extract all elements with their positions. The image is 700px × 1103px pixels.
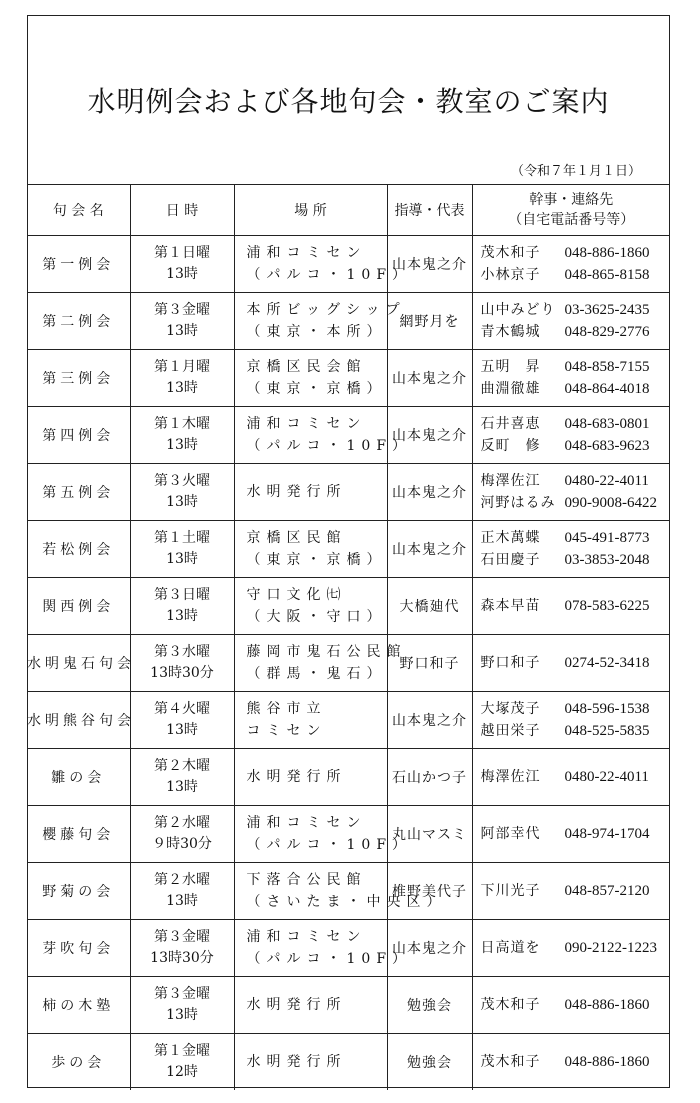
meeting-datetime	[130, 464, 234, 521]
group-name: 水明鬼石句会	[27, 635, 130, 692]
place-line1: 浦和コミセン	[246, 245, 367, 261]
meeting-datetime	[130, 806, 234, 863]
meeting-place	[234, 635, 407, 692]
contact-entry	[481, 994, 671, 1016]
place-line2: （パルコ・10F）	[246, 837, 413, 853]
issue-date: （令和７年１月１日）	[510, 164, 641, 179]
place-line1: 水明発行所	[246, 484, 347, 500]
group-name: 第五例会	[27, 464, 130, 521]
table-row	[27, 236, 670, 293]
contact-entry	[481, 299, 671, 321]
place-line1: 京橋区民館	[246, 530, 347, 546]
meeting-day: 第３金曜	[154, 929, 210, 945]
table-header-row	[27, 185, 670, 236]
contact-phone: 03-3625-2435	[564, 302, 650, 318]
contact-entry	[481, 321, 671, 343]
contact-name: 石井喜恵	[480, 416, 541, 432]
contact-entry	[481, 766, 671, 788]
contact-cell	[472, 521, 670, 578]
header-contact	[472, 185, 670, 236]
contact-name: 曲淵徹雄	[480, 381, 541, 397]
group-leader: 石山かつ子	[387, 749, 472, 806]
contact-name: 日高道を	[480, 940, 541, 956]
meeting-datetime	[130, 407, 234, 464]
meeting-datetime	[130, 920, 234, 977]
contact-entry	[481, 356, 671, 378]
contact-phone: 048-683-9623	[564, 438, 650, 454]
contact-name: 森本早苗	[480, 598, 541, 614]
header-place: 場 所	[234, 185, 387, 236]
group-name: 柿の木塾	[27, 977, 130, 1034]
contact-cell	[472, 293, 670, 350]
contact-phone: 048-829-2776	[564, 324, 650, 340]
contact-name: 大塚茂子	[480, 701, 541, 717]
place-line1: 水明発行所	[246, 1054, 347, 1070]
contact-name: 梅澤佐江	[480, 473, 541, 489]
contact-cell	[472, 464, 670, 521]
table-row	[27, 521, 670, 578]
table-row	[27, 350, 670, 407]
group-leader: 山本鬼之介	[387, 521, 472, 578]
contact-cell	[472, 578, 670, 635]
contact-phone: 0480-22-4011	[564, 473, 649, 489]
place-line1: 藤岡市鬼石公民館	[246, 644, 407, 660]
group-leader: 勉強会	[387, 1034, 472, 1091]
contact-cell	[472, 863, 670, 920]
contact-cell	[472, 692, 670, 749]
meeting-day: 第３金曜	[154, 986, 210, 1002]
place-line2: （パルコ・10F）	[246, 951, 413, 967]
place-line1: 水明発行所	[246, 997, 347, 1013]
contact-entry	[481, 652, 671, 674]
contact-phone: 090-9008-6422	[564, 495, 657, 511]
meeting-time: 13時	[166, 779, 198, 795]
contact-phone: 045-491-8773	[564, 530, 650, 546]
group-name: 関西例会	[27, 578, 130, 635]
meeting-time: ９時30分	[152, 836, 212, 852]
group-leader: 山本鬼之介	[387, 692, 472, 749]
meeting-day: 第１土曜	[154, 530, 210, 546]
group-name: 雛の会	[27, 749, 130, 806]
contact-entry	[481, 595, 671, 617]
header-datetime: 日 時	[130, 185, 234, 236]
meeting-place	[234, 578, 387, 635]
contact-entry	[481, 1051, 671, 1073]
group-name: 第一例会	[27, 236, 130, 293]
meeting-day: 第１月曜	[154, 359, 210, 375]
contact-phone: 0480-22-4011	[564, 769, 649, 785]
place-line2: （パルコ・10F）	[246, 438, 413, 454]
contact-name: 野口和子	[480, 655, 541, 671]
meeting-datetime	[130, 578, 234, 635]
meeting-time: 12時	[166, 1064, 198, 1080]
contact-entry	[481, 264, 671, 286]
contact-entry	[481, 435, 671, 457]
contact-phone: 048-683-0801	[564, 416, 650, 432]
contact-phone: 048-858-7155	[564, 359, 650, 375]
meeting-place	[234, 293, 406, 350]
place-line2: （東京・本所）	[246, 324, 387, 340]
place-line1: 熊谷市立	[246, 701, 327, 717]
meeting-time: 13時	[166, 494, 198, 510]
table-row	[27, 749, 670, 806]
place-line2: コミセン	[246, 723, 327, 739]
meeting-day: 第３火曜	[154, 473, 210, 489]
group-name: 野菊の会	[27, 863, 130, 920]
group-name: 櫻藤句会	[27, 806, 130, 863]
contact-phone: 048-886-1860	[564, 245, 650, 261]
contact-name: 小林京子	[480, 267, 541, 283]
contact-cell	[472, 350, 670, 407]
group-leader: 丸山マスミ	[387, 806, 472, 863]
contact-name: 石田慶子	[480, 552, 541, 568]
place-line2: （群馬・鬼石）	[246, 666, 387, 682]
contact-cell	[472, 1034, 670, 1091]
contact-phone: 090-2122-1223	[564, 940, 657, 956]
meeting-place	[234, 521, 387, 578]
meeting-datetime	[130, 977, 234, 1034]
meeting-time: 13時	[166, 893, 198, 909]
table-row	[27, 635, 670, 692]
group-leader: 網野月を	[387, 293, 472, 350]
place-line1: 水明発行所	[246, 769, 347, 785]
table-row	[27, 863, 670, 920]
meeting-time: 13時	[166, 437, 198, 453]
meeting-day: 第１日曜	[154, 245, 210, 261]
table-row	[27, 1034, 670, 1091]
contact-name: 茂木和子	[480, 1054, 541, 1070]
meeting-datetime	[130, 635, 234, 692]
contact-entry	[481, 492, 671, 514]
place-line1: 浦和コミセン	[246, 815, 367, 831]
contact-entry	[481, 880, 671, 902]
contact-name: 茂木和子	[480, 997, 541, 1013]
meeting-time: 13時	[166, 551, 198, 567]
contact-entry	[481, 413, 671, 435]
meeting-datetime	[130, 749, 234, 806]
meeting-time: 13時	[166, 608, 198, 624]
contact-phone: 048-886-1860	[564, 997, 650, 1013]
contact-entry	[481, 720, 671, 742]
place-line2: （東京・京橋）	[246, 381, 387, 397]
contact-name: 五明 昇	[480, 359, 541, 375]
contact-phone: 048-886-1860	[564, 1054, 650, 1070]
contact-name: 青木鶴城	[480, 324, 541, 340]
table-row	[27, 578, 670, 635]
contact-cell	[472, 635, 670, 692]
group-leader: 山本鬼之介	[387, 464, 472, 521]
group-name: 水明熊谷句会	[27, 692, 130, 749]
meeting-day: 第２木曜	[154, 758, 210, 774]
contact-phone: 048-974-1704	[564, 826, 650, 842]
meeting-datetime	[130, 350, 234, 407]
contact-phone: 048-857-2120	[564, 883, 650, 899]
place-line1: 本所ビッグシップ	[246, 302, 406, 318]
meeting-place	[234, 464, 387, 521]
contact-phone: 03-3853-2048	[564, 552, 650, 568]
meeting-day: 第２水曜	[154, 815, 210, 831]
place-line1: 浦和コミセン	[246, 416, 367, 432]
header-leader: 指導・代表	[387, 185, 472, 236]
meeting-time: 13時	[166, 380, 198, 396]
meeting-place	[234, 749, 387, 806]
meeting-day: 第２水曜	[154, 872, 210, 888]
contact-name: 河野はるみ	[480, 495, 556, 511]
header-contact-line1: 幹事・連絡先	[529, 192, 614, 208]
group-leader: 勉強会	[387, 977, 472, 1034]
table-row	[27, 806, 670, 863]
meeting-time: 13時30分	[150, 950, 214, 966]
contact-entry	[481, 470, 671, 492]
contact-phone: 048-865-8158	[564, 267, 650, 283]
table-row	[27, 977, 670, 1034]
group-leader: 山本鬼之介	[387, 350, 472, 407]
header-name: 句 会 名	[27, 185, 130, 236]
contact-phone: 048-596-1538	[564, 701, 650, 717]
place-line2: （東京・京橋）	[246, 552, 387, 568]
contact-entry	[481, 937, 671, 959]
contact-phone: 078-583-6225	[564, 598, 650, 614]
table-row	[27, 464, 670, 521]
header-contact-line2: （自宅電話番号等）	[508, 212, 635, 228]
contact-phone: 048-864-4018	[564, 381, 650, 397]
place-line1: 守口文化㈦	[246, 587, 347, 603]
meeting-datetime	[130, 521, 234, 578]
group-leader: 山本鬼之介	[387, 407, 472, 464]
contact-name: 阿部幸代	[480, 826, 541, 842]
meeting-day: 第４火曜	[154, 701, 210, 717]
contact-name: 反町 修	[480, 438, 541, 454]
place-line2: （パルコ・10F）	[246, 267, 413, 283]
schedule-table	[27, 184, 670, 1090]
contact-entry	[481, 378, 671, 400]
meeting-time: 13時	[166, 722, 198, 738]
table-row	[27, 407, 670, 464]
meeting-time: 13時	[166, 323, 198, 339]
meeting-datetime	[130, 692, 234, 749]
meeting-time: 13時	[166, 1007, 198, 1023]
meeting-datetime	[130, 236, 234, 293]
contact-cell	[472, 749, 670, 806]
group-name: 第二例会	[27, 293, 130, 350]
contact-cell	[472, 236, 670, 293]
meeting-datetime	[130, 293, 234, 350]
meeting-datetime	[130, 1034, 234, 1091]
meeting-place	[234, 977, 387, 1034]
contact-cell	[472, 407, 670, 464]
group-name: 芽吹句会	[27, 920, 130, 977]
meeting-place	[234, 692, 387, 749]
contact-name: 下川光子	[480, 883, 541, 899]
place-line1: 下落合公民館	[246, 872, 367, 888]
group-name: 歩の会	[27, 1034, 130, 1091]
contact-entry	[481, 698, 671, 720]
contact-entry	[481, 242, 671, 264]
group-leader: 山本鬼之介	[387, 920, 472, 977]
notice-frame	[27, 15, 670, 1088]
table-row	[27, 920, 670, 977]
meeting-place	[234, 350, 387, 407]
table-row	[27, 293, 670, 350]
meeting-place	[234, 407, 413, 464]
contact-name: 正木萬蝶	[480, 530, 541, 546]
table-row	[27, 692, 670, 749]
group-leader: 大橋廸代	[387, 578, 472, 635]
contact-cell	[472, 806, 670, 863]
meeting-time: 13時30分	[150, 665, 214, 681]
page-title: 水明例会および各地句会・教室のご案内	[87, 85, 610, 118]
meeting-day: 第３水曜	[154, 644, 210, 660]
place-line2: （大阪・守口）	[246, 609, 387, 625]
contact-phone: 0274-52-3418	[564, 655, 650, 671]
contact-cell	[472, 977, 670, 1034]
group-name: 第三例会	[27, 350, 130, 407]
place-line1: 京橋区民会館	[246, 359, 367, 375]
contact-name: 茂木和子	[480, 245, 541, 261]
contact-entry	[481, 823, 671, 845]
meeting-place	[234, 1034, 387, 1091]
meeting-place	[234, 236, 413, 293]
contact-name: 梅澤佐江	[480, 769, 541, 785]
contact-entry	[481, 549, 671, 571]
meeting-place	[234, 920, 413, 977]
meeting-time: 13時	[166, 266, 198, 282]
meeting-datetime	[130, 863, 234, 920]
group-name: 第四例会	[27, 407, 130, 464]
group-leader: 山本鬼之介	[387, 236, 472, 293]
meeting-day: 第１木曜	[154, 416, 210, 432]
contact-name: 越田栄子	[480, 723, 541, 739]
contact-name: 山中みどり	[480, 302, 556, 318]
place-line2: （さいたま・中央区）	[246, 894, 447, 910]
meeting-day: 第３金曜	[154, 302, 210, 318]
group-leader: 野口和子	[387, 635, 472, 692]
contact-phone: 048-525-5835	[564, 723, 650, 739]
meeting-day: 第１金曜	[154, 1043, 210, 1059]
meeting-day: 第３日曜	[154, 587, 210, 603]
group-leader: 椎野美代子	[387, 863, 472, 920]
contact-cell	[472, 920, 670, 977]
meeting-place	[234, 806, 413, 863]
place-line1: 浦和コミセン	[246, 929, 367, 945]
contact-entry	[481, 527, 671, 549]
group-name: 若松例会	[27, 521, 130, 578]
